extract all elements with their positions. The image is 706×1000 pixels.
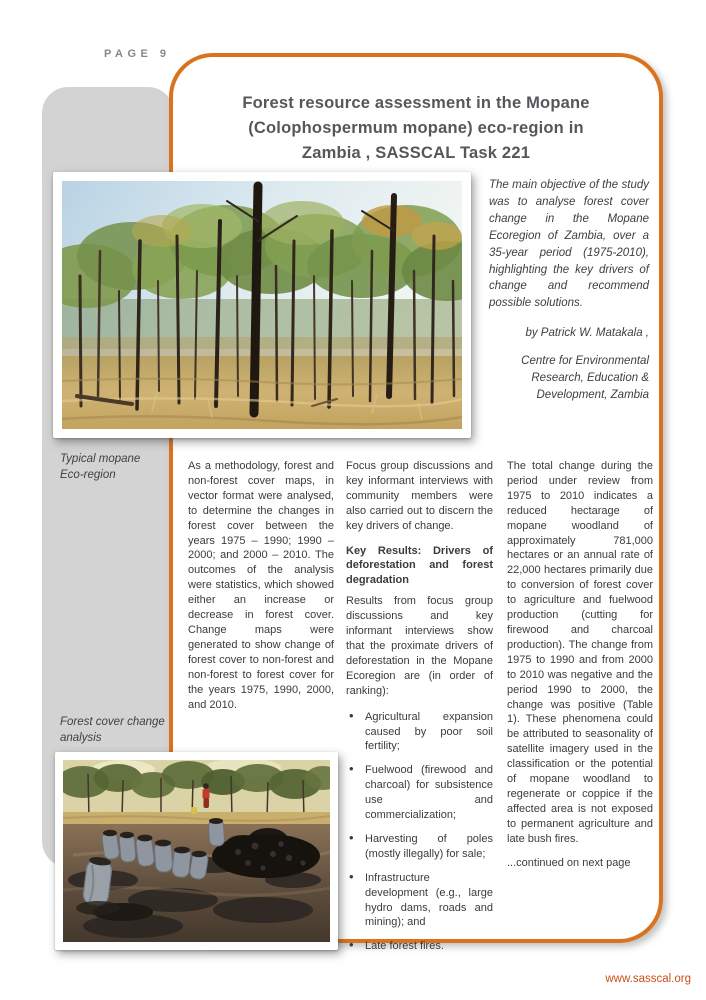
jerrycan: [191, 807, 197, 814]
article-title: [190, 91, 642, 166]
photo-caption-forest-cover: Forest cover change analysis: [60, 716, 165, 744]
driver-item-fires: • Late forest fires.: [346, 939, 493, 954]
key-results-heading: Key Results: Drivers of deforestation and forest degradation: [346, 544, 493, 587]
driver-item-infrastructure: • Infrastructure development (e.g., large hydro dams, roads and mining); and: [346, 871, 493, 931]
driver-item-fuelwood: • Fuelwood (firewood and charcoal) for subsistence use and commercialization;: [346, 763, 493, 823]
drivers-intro-paragraph: Results from focus group discussions and key informant interviews show that the proximate drivers of deforestation in the Mopane Ecoregion are (in order of ranking):: [346, 595, 493, 697]
study-objective-text: The main objective of the study was to analyse forest cover change in the Mopane Ecoregion of Zambia, over a 35-year period (1975-2010), highlighting the key drivers of change and recommend possible solutions.: [489, 179, 649, 310]
mopane-woodland-photo: [53, 172, 471, 438]
author-affiliation: Centre for Environmental Research, Education & Development, Zambia: [521, 355, 649, 402]
driver-item-agriculture: • Agricultural expansion caused by poor soil fertility;: [346, 710, 493, 755]
article-title-line-3: Zambia , SASSCAL Task 221: [301, 144, 531, 163]
driver-item-poles: • Harvesting of poles (mostly illegally) for sale;: [346, 832, 493, 862]
tree-canopy: [62, 201, 462, 349]
column-total-change: [507, 459, 653, 870]
article-title-line-1: Forest resource assessment in the Mopane: [242, 94, 590, 113]
column-key-results: [346, 459, 493, 963]
column-methodology: [188, 459, 334, 721]
mopane-woodland-illustration: [62, 181, 462, 429]
methodology-paragraph: As a methodology, forest and non-forest cover maps, in vector format were analysed, to determine the changes in forest cover between the years 1975 – 1990; 1990 – 2000; and 2000 – 2010. The outcomes of the analysis were statistics, which showed either an increase or decrease in forest cover. Change maps were generated to show change of forest cover to non-forest and non-forest to forest cover for the years 1975, 1990, 2000, and 2010.: [188, 460, 334, 711]
intro-block: [489, 177, 649, 404]
charcoal-production-photo: [55, 752, 338, 950]
person-figure: [203, 783, 210, 808]
focus-groups-paragraph: Focus group discussions and key informant interviews with community members were also carried out to discern the key drivers of change.: [346, 460, 493, 532]
article-title-line-2: (Colophospermum mopane) eco-region in: [248, 119, 584, 138]
charcoal-site-illustration: [63, 760, 330, 942]
sasscal-website-link[interactable]: www.sasscal.org: [605, 973, 691, 985]
page-number-label: PAGE 9: [104, 48, 171, 60]
continued-note: ...continued on next page: [507, 856, 631, 869]
deforestation-drivers-list: [346, 710, 493, 955]
total-change-paragraph: The total change during the period under review from 1975 to 2010 indicates a reduced hectarage of mopane woodland of approximately 781,000 hectares or an annual rate of 22,000 hectares primarily due to conversion of forest cover to agriculture and fuelwood production (cutting for firewood and charcoal production). The change from 1975 to 1990 and from 2000 to 2010 was negative and the period 1990 to 2000, the change was positive (Table 1). These phenomena could be attributed to seasonality of satellite imagery used in the classification or the potential of mopane woodland to regenerate or coppice if the affected area is not exposed to permanent agriculture and late bush fires.: [507, 460, 653, 845]
photo-caption-mopane: Typical mopane Eco-region: [60, 453, 141, 481]
author-byline: by Patrick W. Matakala ,: [525, 327, 649, 340]
